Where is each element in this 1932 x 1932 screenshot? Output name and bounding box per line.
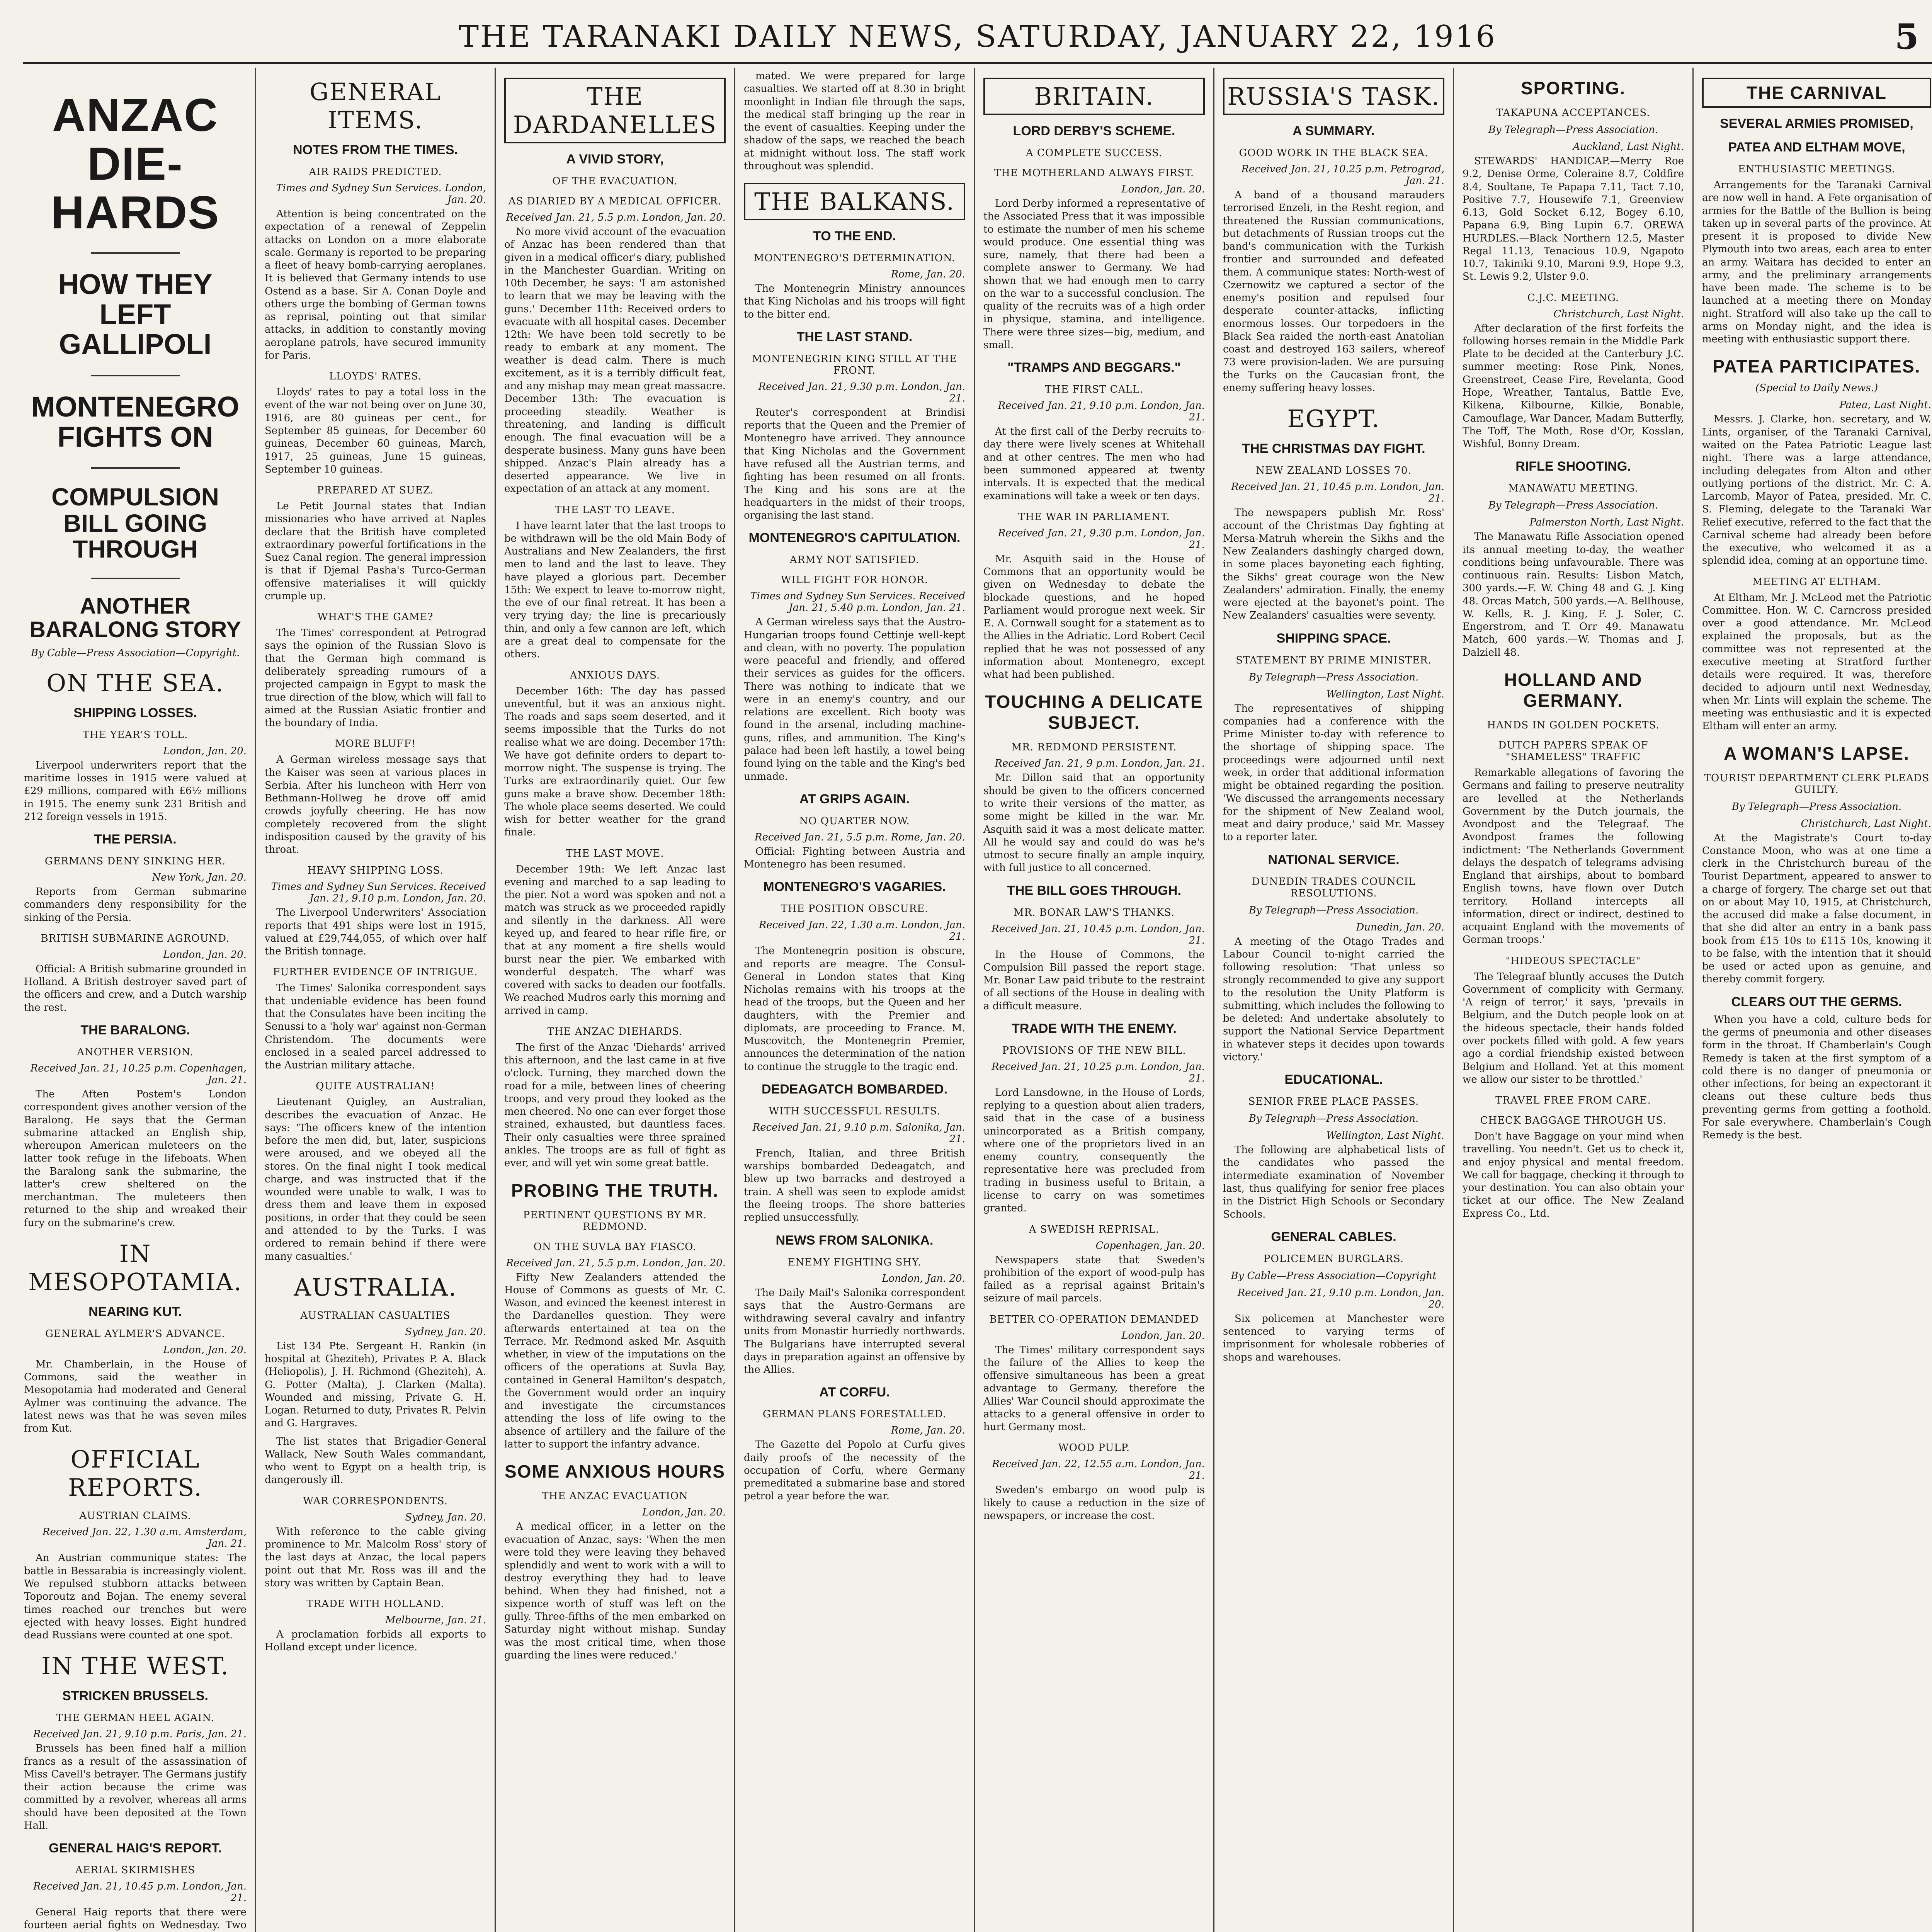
dateline: Wellington, Last Night. [1326,688,1444,700]
dateline: London, Jan. 20. [642,1507,726,1519]
subheading: NOTES FROM THE TIMES. [293,143,458,157]
subheading: FURTHER EVIDENCE OF INTRIGUE. [273,966,478,978]
article-body: Mr. Chamberlain, in the House of Commons, said the weather in Mesopotamia had moderated and General Aylmer was continuing the advance. The latest news was that he was seven miles from Kut. [24,1358,247,1435]
subheading: THE BILL GOES THROUGH. [1007,883,1181,898]
article-body: Lloyds' rates to pay a total loss in the event of the war not being over on June 30, 1916, are 80 guineas per cent., for September 85 guineas, for December 60 guineas, December 60 guineas, March, 1917, 25 guineas, June 15 guineas, September 10 guineas. [265,386,486,475]
column-6 [1213,68,1453,1932]
subheading: THE LAST TO LEAVE. [554,504,675,516]
banner-subheadline: COMPULSION BILL GOING THROUGH [51,483,219,563]
subheading: TAKAPUNA ACCEPTANCES. [1496,107,1650,119]
article-body: Brussels has been fined half a million francs as a result of the assassination of Miss Cavell's betrayer. The Germans justify their action because the crime was committed by a revolver, whereas all arms should have been deposited at the Town Hall. [24,1743,247,1832]
article-body: The Manawatu Rifle Association opened its annual meeting to-day, the weather conditions being unfavourable. There was continuous rain. Results: Lisbon Match, 300 yards.—F. W. Ching 48 and G. J. King 48. Orcas Match, 500 yards.—A. Bellhouse, W. Kells, R. J. King, F. J. Soler, C. Engerstrom, and T. Orr 49. Manawatu Match, 600 yards.—W. Thomas and J. Dalziell 48. [1463,531,1684,658]
subheading: GENERAL HAIG'S REPORT. [49,1841,222,1856]
article-body: Attention is being concentrated on the expectation of a renewal of Zeppelin attacks on London on a more elaborate scale. Germany is reported to be preparing a fleet of heavy bomb-carrying aeroplanes. It is believed that Germany intends to use Ostend as a base. Sir A. Conan Doyle and others urge the bombing of German towns as reprisal, pointing out that similar attacks, in addition to constantly moving aeroplane patrols, have secured immunity for Paris. [265,208,486,361]
dateline: London, Jan. 20. [882,1272,965,1284]
masthead [23,12,1932,64]
article-body: mated. We were prepared for large casualties. We started off at 8.30 in bright moonlight in Indian file through the saps, the medical staff bringing up the rear in the event of casualties. Keeping under the shadow of the saps, we reached the beach at midnight without loss. The staff work throughout was splendid. [744,70,965,172]
dateline: Received Jan. 21, 9.30 p.m. London, Jan. 21. [758,381,965,404]
subheading: GERMANS DENY SINKING HER. [44,855,226,867]
subheading: TRADE WITH THE ENEMY. [1012,1021,1177,1036]
section-title: OFFICIAL REPORTS. [68,1445,202,1502]
divider [91,252,180,254]
subheading: SENIOR FREE PLACE PASSES. [1248,1096,1419,1108]
section-title: SOME ANXIOUS HOURS [504,1461,726,1482]
subheading: HEAVY SHIPPING LOSS. [307,865,444,877]
subheading: THE LAST MOVE. [566,847,664,859]
subheading: SEVERAL ARMIES PROMISED, [1720,116,1913,131]
subheading: PREPARED AT SUEZ. [317,485,434,497]
article-body: Newspapers state that Sweden's prohibition of the export of wood-pulp has failed as a reprisal against Britain's seizure of mail parcels. [983,1254,1205,1304]
banner-subheadline: MONTENEGRO FIGHTS ON [31,391,240,453]
subheading: ARMY NOT SATISFIED. [789,554,920,566]
subheading: AIR RAIDS PREDICTED. [309,166,442,178]
dateline: Received Jan. 21, 5.5 p.m. London, Jan. 20. [506,212,726,223]
section-title: GENERAL ITEMS. [310,78,441,134]
article-body: A band of a thousand marauders terrorised Enzeli, in the Resht region, and threatened the Russian communications, but detachments of Russian troops cut the band's communication with the Turkish frontier and surrounded and defeated them. A communique states: North-west of Czernowitz we captured a sector of the enemy's position and repulsed four desperate counter-attacks, inflicting enormous losses. Our torpedoers in the Black Sea raided the north-east Anatolian coast and destroyed 163 sailers, whereof 73 were provision-laden. We are pursuing the Turks on the Caucasian front, the enemy suffering heavy losses. [1223,189,1444,394]
subheading: BRITISH SUBMARINE AGROUND. [41,932,230,944]
column-7 [1453,68,1692,1932]
subheading: PERTINENT QUESTIONS BY MR. REDMOND. [523,1209,707,1233]
article-body: A medical officer, in a letter on the evacuation of Anzac, says: 'When the men were told they were leaving they behaved splendidly and went to work with a will to destroy everything they had to leave behind. When they had finished, not a sixpence worth of stuff was left on the gully. Three-fifths of the men embarked on Saturday night without mishap. Sunday was the most critical time, when those guarding the lines were reduced.' [504,1521,726,1661]
section-title: THE CARNIVAL [1702,78,1931,108]
subheading: WAR CORRESPONDENTS. [303,1495,448,1507]
dateline: London, Jan. 20. [1121,1330,1205,1342]
dateline: Received Jan. 22, 1.30 a.m. Amsterdam, Jan. 21. [42,1526,247,1550]
subheading: MONTENEGRO'S VAGARIES. [763,879,946,895]
section-title: IN MESOPOTAMIA. [28,1239,242,1296]
article-body: Le Petit Journal states that Indian missionaries who have arrived at Naples declare that the British have completed extraordinary powerful fortifications in the Suez Canal region. The general impression is that if Djemal Pasha's Turco-German offensive materialises it will quickly crumple up. [265,500,486,602]
dateline: Copenhagen, Jan. 20. [1095,1240,1205,1252]
subheading: AUSTRALIAN CASUALTIES [300,1310,451,1321]
subheading: AT CORFU. [819,1385,890,1400]
article-body: French, Italian, and three British warships bombarded Dedeagatch, and blew up two barracks and destroyed a train. A shell was seen to explode amidst the fleeing troops. The shore batteries replied unsuccessfully. [744,1147,965,1224]
article-body: With reference to the cable giving prominence to Mr. Malcolm Ross' story of the last days at Anzac, the local papers point out that Mr. Ross was ill and the story was written by Captain Bean. [265,1526,486,1589]
article-body: STEWARDS' HANDICAP.—Merry Roe 9.2, Denise Orme, Coleraine 8.7, Coldfire 8.4, Soultane, Te Papapa 7.11, Tact 7.10, Positive 7.7, Housewife 7.1, Greenview 6.13, Gold Socket 6.12, Bogey 6.10, Papana 6.9, Bing Lupin 6.7. OREWA HURDLES.—Black Northern 12.5, Master Regal 11.13, Tenacious 10.9, Ngapoto 10.7, Takiniki 9.10, Maroni 9.9, Hope 9.3, St. Lewis 9.2, Ulster 9.0. [1463,155,1684,283]
subheading: CLEARS OUT THE GERMS. [1731,994,1902,1009]
subheading: POLICEMEN BURGLARS. [1264,1253,1404,1265]
subheading: MONTENEGRO'S CAPITULATION. [748,531,961,546]
dateline: Received Jan. 22, 1.30 a.m. London, Jan. 21. [759,919,965,943]
dateline: Received Jan. 22, 12.55 a.m. London, Jan. 21. [992,1458,1205,1482]
article-body: December 19th: We left Anzac last evening and marched to a sap leading to the pier. Not a word was spoken and not a match was struck as we proceeded rapidly and silently in the darkness. All were keyed up, and feared to hear rifle fire, or that at any moment a fire shells would burst near the pier. We embarked with wonderful despatch. The wharf was covered with sacks to deaden our footfalls. We reached Mudros early this morning and arrived in camp. [504,863,726,1017]
section-title: TOUCHING A DELICATE SUBJECT. [985,692,1203,733]
article-body: I have learnt later that the last troops to be withdrawn will be the old Main Body of Australians and New Zealanders, the first men to land and the last to leave. They have played a glorious part. December 15th: We expect to leave to-morrow night, the eve of our final retreat. It has been a very trying day; the line is precariously thin, and only a few cannon are left, which are a great deal to compensate for the others. [504,520,726,660]
dateline: Auckland, Last Night. [1573,141,1684,153]
article-body: No more vivid account of the evacuation of Anzac has been rendered than that given in a medical officer's diary, published in the Manchester Guardian. Writing on 10th December, he says: 'I am astonished to learn that we may be leaving with the guns.' December 11th: Received orders to evacuate with all hospital cases. December 12th: We have been told secretly to be ready to embark at any moment. The weather is dead calm. There is much excitement, as it is a terribly difficult feat, and any mishap may mean great massacre. December 13th: The evacuation is proceeding steadily. Weather is threatening, and landing is difficult enough. The final evacuation will be a desperate business. Many guns have been shipped. Anzac's Plain already has a deserted appearance. We live in expectation of an attack at any moment. [504,226,726,495]
subheading: MR. BONAR LAW'S THANKS. [1013,906,1175,918]
dateline: Received Jan. 21, 5.5 p.m. London, Jan. 20. [506,1257,726,1269]
section-title: PATEA PARTICIPATES. [1713,356,1921,377]
subheading: TOURIST DEPARTMENT CLERK PLEADS GUILTY. [1704,772,1930,796]
subheading: MANAWATU MEETING. [1508,483,1638,495]
dateline: Wellington, Last Night. [1326,1130,1444,1142]
subheading: MONTENEGRIN KING STILL AT THE FRONT. [752,353,957,376]
subheading: OF THE EVACUATION. [552,175,678,187]
subheading: PATEA AND ELTHAM MOVE, [1728,140,1905,155]
subheading: ENEMY FIGHTING SHY. [787,1256,922,1268]
byline: By Telegraph—Press Association. [1248,671,1419,683]
article-body: The Liverpool Underwriters' Association reports that 491 ships were lost in 1915, valued at £29,744,055, of which over half the British tonnage. [265,907,486,957]
article-body: December 16th: The day has passed uneventful, but it was an anxious night. The roads and saps seem deserted, and it seems impossible that the Turks do not realise what we are doing. December 17th: We have got definite orders to depart to-morrow night. The suspense is trying. The Turks are extraordinarily quiet. Our few guns make a brave show. December 18th: The whole place seems deserted. We could wish for better weather for the grand finale. [504,685,726,838]
article-body: The Times' military correspondent says the failure of the Allies to keep the offensive simultaneous has been a great advantage to Germany, therefore the Allies' War Council should approximate the attacks to a general offensive in order to hurt Germany most. [983,1344,1205,1433]
banner-headline: ANZAC DIE-HARDS [51,89,220,238]
column-8 [1692,68,1932,1932]
subheading: STATEMENT BY PRIME MINISTER. [1236,654,1432,666]
article-body: At Eltham, Mr. J. McLeod met the Patriotic Committee. Hon. W. C. Carncross presided over a good attendance. Mr. McLeod explained the proposals, but as the committee was not represented at the executive meeting at Stratford further details were required. It was, therefore decided to adjourn until next Wednesday, when Mr. Lints will explain the scheme. The meeting was enthusiastic and it is expected Eltham will enter an army. [1702,592,1931,732]
article-body: Remarkable allegations of favoring the Germans and failing to preserve neutrality are levelled at the Netherlands Government by the Dutch journals, the Avondpost and the Telegraaf. The Avondpost frames the following indictment: 'The Netherlands Government delays the despatch of telegrams advising England that airships, about to bombard English towns, have flown over Dutch territory. Holland intercepts all information, direct or indirect, destined to acquaint England with the movements of German troops.' [1463,767,1684,946]
dateline: London, Jan. 20. [163,1344,247,1356]
article-body: The Times' correspondent at Petrograd says the opinion of the Russian Slovo is that the German high command is deliberately spreading rumours of a projected campaign in Egypt to mask the true direction of the blow, which will fall to aimed at the Russian Asiatic frontier and the boundary of India. [265,627,486,729]
article-body: At the Magistrate's Court to-day Constance Moon, who was at one time a clerk in the Christchurch bureau of the Tourist Department, appeared to answer to a charge of forgery. The charge set out that on or about May 10, 1915, at Christchurch, the accused did make a false document, in that she did alter an entry in a bank pass book from £15 10s to £115 10s, knowing it to be false, with the intention that it should be used or acted upon as genuine, and thereby commit forgery. [1702,832,1931,985]
column-3 [495,68,734,1932]
article-body: Lord Lansdowne, in the House of Lords, replying to a question about alien traders, said that in the case of a business unincorporated as a British company, where one of the proprietors lived in an enemy country, consequently the representative here was precluded from trading in business useful to Britain, a license to carry on was sometimes granted. [983,1087,1205,1214]
subheading: EDUCATIONAL. [1284,1072,1383,1087]
column-4 [734,68,974,1932]
article-body: Lieutenant Quigley, an Australian, describes the evacuation of Anzac. He says: 'The officers knew of the intention before the men did, but, later, suspicions were aroused, and we obeyed all the stores. On the final night I took medical charge, and was instructed that if the wounded were unable to walk, I was to dress them and leave them in exposed positions, in order that they could be seen and attended to by the Turks. I was ordered to remain behind if there were many casualties.' [265,1096,486,1262]
column-2 [255,68,495,1932]
subheading: TRAVEL FREE FROM CARE. [1495,1095,1651,1107]
dateline: Received Jan. 21, 9 p.m. London, Jan. 21. [995,758,1205,770]
article-body: Mr. Dillon said that an opportunity should be given to the officers concerned to write their versions of the matter, as some might be killed in the war. Mr. Asquith said it was a most delicate matter. All he would say and could do was he's utmost to secure finally an ample inquiry, with full justice to all concerned. [983,772,1205,874]
article-body: A proclamation forbids all exports to Holland except under licence. [265,1629,486,1653]
subheading: A COMPLETE SUCCESS. [1026,147,1163,159]
subheading: THE YEAR'S TOLL. [82,729,188,741]
subheading: GENERAL AYLMER'S ADVANCE. [45,1328,225,1340]
dateline: London, Jan. 20. [163,745,247,757]
dateline: Rome, Jan. 20. [891,269,965,281]
subheading: SHIPPING LOSSES. [73,705,197,720]
subheading: MONTENEGRO'S DETERMINATION. [753,252,956,264]
dateline: Received Jan. 21, 9.30 p.m. London, Jan. 21. [998,527,1205,551]
subheading: THE BARALONG. [80,1022,190,1037]
subheading: ANOTHER VERSION. [77,1046,194,1058]
article-body: Fifty New Zealanders attended the House of Commons as guests of Mr. C. Wason, and evinced the keenest interest in the Dardanelles question. They were afterwards entertained at tea on the Terrace. Mr. Redmond asked Mr. Asquith whether, in view of the imputations on the officers of the operations at Suvla Bay, contained in General Hamilton's despatch, the Government would order an inquiry and investigate the circumstances attending the loss of life owing to the absence of artillery and the failure of the latter to support the infantry advance. [504,1271,726,1450]
subheading: "HIDEOUS SPECTACLE" [1505,955,1641,967]
article-body: In the House of Commons, the Compulsion Bill passed the report stage. Mr. Bonar Law paid tribute to the restraint of all sections of the House in dealing with a difficult measure. [983,949,1205,1012]
subheading: PROVISIONS OF THE NEW BILL. [1002,1044,1186,1056]
article-body: The Montenegrin position is obscure, and reports are meagre. The Consul-General in London states that King Nicholas remains with his troops at the head of the troops, but the Queen and her daughters, with the Premier and diplomats, are proceeding to France. M. Muscovitch, the Montenegrin Premier, announces the determination of the nation to continue the struggle to the tragic end. [744,945,965,1073]
subheading: NATIONAL SERVICE. [1268,852,1400,867]
subheading: AS DIARIED BY A MEDICAL OFFICER. [508,196,722,207]
dateline: Times and Sydney Sun Services. Received Jan. 21, 5.40 p.m. London, Jan. 21. [750,590,965,614]
byline: By Telegraph—Press Association. [1731,801,1902,813]
section-title: HOLLAND AND GERMANY. [1504,669,1643,711]
article-body: The Daily Mail's Salonika correspondent says that the Austro-Germans are withdrawing several cavalry and infantry units from Monastir hurriedly northwards. The Bulgarians have interrupted several days in preparation against an offensive by the Allies. [744,1287,965,1376]
subheading: WHAT'S THE GAME? [317,611,434,623]
subheading: THE ANZAC DIEHARDS. [547,1026,683,1037]
section-title: THE BALKANS. [744,183,965,220]
subheading: TO THE END. [813,229,896,244]
subheading: NEARING KUT. [88,1304,182,1319]
article-body: The Montenegrin Ministry announces that King Nicholas and his troops will fight to the bitter end. [744,283,965,320]
article-body: The Telegraaf bluntly accuses the Dutch Government of complicity with Germany. 'A reign of terror,' it says, 'prevails in Belgium, and the Dutch people look on at the hideous spectacle, their hands folded over pockets filled with gold. A few years ago a cordial friendship existed between Belgium and Holland. Yet at this moment we allow our sister to be throttled.' [1463,971,1684,1085]
section-title: AUSTRALIA. [294,1273,457,1301]
byline: By Telegraph—Press Association. [1248,1113,1419,1125]
subheading: TRADE WITH HOLLAND. [306,1598,444,1610]
subheading: GENERAL CABLES. [1271,1229,1396,1244]
subheading: THE FIRST CALL. [1044,384,1144,396]
article-body: Liverpool underwriters report that the maritime losses in 1915 were valued at £29 millions, compared with £6½ millions in 1915. The enemy sunk 231 British and 212 foreign vessels in 1915. [24,759,247,823]
article-body: Reports from German submarine commanders deny responsibility for the sinking of the Persia. [24,886,247,923]
subheading: GOOD WORK IN THE BLACK SEA. [1239,147,1429,159]
subheading: DUTCH PAPERS SPEAK OF "SHAMELESS" TRAFFIC [1498,739,1648,763]
dateline: Times and Sydney Sun Services. Received Jan. 21, 9.10 p.m. London, Jan. 20. [271,881,486,905]
article-body: Six policemen at Manchester were sentenced to varying terms of imprisonment for wholesale robberies of shops and warehouses. [1223,1313,1444,1363]
subheading: WITH SUCCESSFUL RESULTS. [769,1105,940,1117]
subheading: WILL FIGHT FOR HONOR. [781,574,929,586]
dateline: New York, Jan. 20. [152,872,247,884]
section-title: A WOMAN'S LAPSE. [1724,743,1910,764]
banner-subheadline: ANOTHER BARALONG STORY [29,594,241,642]
byline: By Cable—Press Association—Copyright. [31,647,240,659]
dateline: Times and Sydney Sun Services. London, Jan. 20. [276,182,486,206]
dateline: Received Jan. 21, 9.10 p.m. London, Jan. 20. [1237,1287,1444,1310]
subheading: THE CHRISTMAS DAY FIGHT. [1242,441,1425,456]
article-body: Official: A British submarine grounded in Holland. A British destroyer saved part of the officers and crew, and a Dutch warship the rest. [24,963,247,1014]
section-title: RUSSIA'S TASK. [1223,78,1444,115]
article-body: Mr. Asquith said in the House of Commons that an opportunity would be given on Wednesday to debate the blockade questions, and he hoped Parliament would prorogue next week. Sir E. A. Cornwall sought for a statement as to the Allies in the Adriatic. Lord Robert Cecil replied that he was not possessed of any information about Montenegro, except what had been published. [983,553,1205,681]
dateline: Received Jan. 21, 10.25 p.m. London, Jan. 21. [992,1061,1205,1084]
section-title: ON THE SEA. [46,668,224,697]
article-body: The list states that Brigadier-General Wallack, New South Wales commandant, who went to Egypt on a health trip, is dangerously ill. [265,1435,486,1486]
article-body: Official: Fighting between Austria and Montenegro has been resumed. [744,845,965,871]
subheading: MEETING AT ELTHAM. [1752,576,1881,588]
byline: By Telegraph—Press Association. [1488,500,1658,512]
article-body: List 134 Pte. Sergeant H. Rankin (in hospital at Gheziteh), Privates P. A. Black (Heliopolis), J. H. Richmond (Gheziteh), A. G. Potter (Malta), J. Clarken (Malta). Wounded and missing, Private G. H. Logan. Returned to duty, Privates R. Pelvin and G. Hargraves. [265,1340,486,1429]
section-title: PROBING THE TRUTH. [511,1180,719,1201]
article-body: Sweden's embargo on wood pulp is likely to cause a reduction in the size of newspapers, or increase the cost. [983,1484,1205,1522]
dateline: Christchurch, Last Night. [1801,818,1931,830]
dateline: Sydney, Jan. 20. [405,1326,486,1338]
dateline: Dunedin, Jan. 20. [1356,921,1444,933]
dateline: Received Jan. 21, 10.25 p.m. Copenhagen, Jan. 21. [30,1062,247,1086]
subheading: THE ANZAC EVACUATION [542,1490,688,1502]
article-body: The Times' Salonika correspondent says that undeniable evidence has been found that the Consulates have been inciting the Senussi to a 'holy war' against non-German Christendom. The documents were enclosed in a sealed parcel addressed to the Austrian military attache. [265,982,486,1071]
article-body: Messrs. J. Clarke, hon. secretary, and W. Lints, organiser, of the Taranaki Carnival, waited on the Patea Patriotic League last night. There was a large attendance, including delegates from Alton and other outlying portions of the district. Mr. C. A. Larcomb, Mayor of Patea, presided. Mr. C. S. Fleming, delegate to the Taranaki War Relief executive, referred to the fact that the Carnival scheme had already been before the executive, who welcomed it as a splendid idea, coming at an opportune time. [1702,413,1931,567]
subheading: "TRAMPS AND BEGGARS." [1007,360,1181,375]
dateline: Received Jan. 21, 10.45 p.m. London, Jan. 21. [992,923,1205,946]
article-body: The Aften Postem's London correspondent gives another version of the Baralong. He says that the German submarine attacked an English ship, whereupon American muleteers on the latter took refuge in the lifeboats. When the Baralong sank the submarine, the latter's crew sheltered on the merchantman. The muleteers then returned to the ship and wreaked their fury on the submarine's crew. [24,1088,247,1229]
subheading: A SWEDISH REPRISAL. [1029,1223,1160,1235]
subheading: AUSTRIAN CLAIMS. [79,1510,191,1522]
subheading: RIFLE SHOOTING. [1515,459,1631,474]
dateline: Rome, Jan. 20. [891,1425,965,1437]
dateline: Received Jan. 21, 5.5 p.m. Rome, Jan. 20. [754,831,965,843]
dateline: London, Jan. 20. [1121,184,1205,195]
dateline: Received Jan. 21, 9.10 p.m. London, Jan. 21. [998,400,1205,423]
section-title: SPORTING. [1520,78,1626,98]
subheading: THE WAR IN PARLIAMENT. [1018,511,1170,523]
byline: By Telegraph—Press Association. [1488,124,1658,136]
article-body: Arrangements for the Taranaki Carnival are now well in hand. A Fete organisation of armies for the Battle of the Bullion is being taken up in several parts of the province. At present it is proposed to divide New Plymouth into two areas, each area to enter an army. Waitara has decided to enter an army, and the preliminary arrangements have been made. The scheme is to be launched at a meeting there on Monday night. Stratford will also take up the call to arms on Monday night, and the idea is meeting with enthusiastic support there. [1702,179,1931,345]
article-body: General Haig reports that there were fourteen aerial fights on Wednesday. Two [24,1906,247,1931]
article-body: A German wireless message says that the Kaiser was seen at various places in Serbia. After his luncheon with Herr von Bethmann-Hollweg he drove off amid crowds joyfully cheering. He has now completely recovered from the slight indisposition caused by the gravity of his throat. [265,754,486,856]
divider [91,467,180,469]
subheading: NEW ZEALAND LOSSES 70. [1256,465,1412,477]
advertisement-body: Don't have Baggage on your mind when travelling. You needn't. Get us to check it, and enjoy physical and mental freedom. We call for baggage, checking it through to your destination. You can also obtain your ticket at our office. The New Zealand Express Co., Ltd. [1463,1131,1684,1219]
subheading: THE LAST STAND. [796,329,913,344]
article-body: The following are alphabetical lists of the candidates who passed the intermediate examination of November last, thus qualifying for senior free places in the District High Schools or Secondary Schools. [1223,1144,1444,1220]
dateline: Received Jan. 21, 10.25 p.m. Petrograd, Jan. 21. [1241,163,1444,187]
byline: By Cable—Press Association—Copyright [1231,1270,1437,1282]
article-body: The representatives of shipping companies had a conference with the Prime Minister to-day with reference to the shortage of shipping space. The proceedings were adjourned until next week, in order that additional information might be obtained regarding the position. 'We discussed the arrangements necessary for the shipment of New Zealand wool, meat and dairy produce,' said Mr. Massey to a reporter later. [1223,702,1444,843]
article-body: After declaration of the first forfeits the following horses remain in the Middle Park Plate to be decided at the Canterbury J.C. summer meeting: Rose Pink, Nones, Greenstreet, Cease Fire, Revelanta, Good Hope, Wreather, Tantalus, Battle Eve, Kilkena, Kilbourne, Kilkie, Bonable, Camouflage, War Dancer, Madam Butterfly, The Toff, The Moth, Rose d'Or, Kosslan, Wishful, Bonny Dream. [1463,322,1684,450]
subheading: GERMAN PLANS FORESTALLED. [762,1408,947,1420]
subheading: MORE BLUFF! [335,738,416,750]
article-body: At the first call of the Derby recruits to-day there were lively scenes at Whitehall and at other centres. The men who had been summoned appeared at twenty intervals. It is expected that the medical examinations will take a week or ten days. [983,426,1205,502]
dateline: Christchurch, Last Night. [1553,308,1684,320]
banner-subheadline: HOW THEY LEFT GALLIPOLI [58,268,213,361]
byline: By Telegraph—Press Association. [1248,904,1419,916]
advertisement-body: When you have a cold, culture beds for the germs of pneumonia and other diseases form in the throat. If Chamberlain's Cough Remedy is taken at the first symptom of a cold there is no danger of pneumonia or other infections, for being an expectorant it cleans out these culture beds thus preventing germs from getting a foothold. For sale everywhere. Chamberlain's Cough Remedy is the best. [1702,1014,1931,1141]
article-body: Reuter's correspondent at Brindisi reports that the Queen and the Premier of Montenegro have arrived. They announce that King Nicholas and the Government have refused all the Austrian terms, and fighting has been resumed on all fronts. The King and his sons are at the headquarters in the midst of their troops, organising the last stand. [744,406,965,522]
column-5 [974,68,1213,1932]
dateline: Received Jan. 21, 10.45 p.m. London, Jan. 21. [33,1881,247,1904]
subheading: ANXIOUS DAYS. [570,669,660,681]
dateline: Received Jan. 21, 9.10 p.m. Paris, Jan. 21. [33,1728,247,1740]
section-title: IN THE WEST. [41,1652,230,1680]
subheading: SHIPPING SPACE. [1276,631,1391,646]
dateline: Sydney, Jan. 20. [405,1511,486,1523]
dateline: Patea, Last Night. [1839,399,1931,411]
subheading: C.J.C. MEETING. [1527,292,1619,304]
article-body: The newspapers publish Mr. Ross' account of the Christmas Day fighting at Mersa-Matruh wherein the Sikhs and the New Zealanders dashingly charged down, in some places bayoneting each fighting, the Sikhs' great courage won the New Zealanders' admiration. Finally, the enemy were ejected at the bayonet's point. The New Zealanders' casualties were seventy. [1223,507,1444,622]
subheading: MR. REDMOND PERSISTENT. [1011,742,1177,753]
subheading: QUITE AUSTRALIAN! [316,1080,435,1092]
divider [91,375,180,376]
subheading: DUNEDIN TRADES COUNCIL RESOLUTIONS. [1252,876,1416,899]
byline: (Special to Daily News.) [1755,382,1878,394]
dateline: Received Jan. 21, 9.10 p.m. Salonika, Jan. 21. [752,1121,965,1145]
section-title: EGYPT. [1287,405,1380,433]
dateline: Melbourne, Jan. 21. [385,1614,486,1626]
divider [91,578,180,579]
subheading: AT GRIPS AGAIN. [799,791,910,806]
subheading: A VIVID STORY, [566,152,664,167]
subheading: BETTER CO-OPERATION DEMANDED [989,1313,1199,1325]
subheading: NEWS FROM SALONIKA. [776,1233,934,1248]
article-body: The first of the Anzac 'Diehards' arrived this afternoon, and the last came in at five o'clock. Turning, they marched down the road for a mile, between lines of cheering troops, and very proud they looked as the men cheered. No one can ever forget those strained, exhausted, but dauntless faces. Their only casualties were three sprained ankles. The troops are as full of fight as ever, and will yet win some great battle. [504,1041,726,1169]
subheading: NO QUARTER NOW. [799,815,910,827]
subheading: THE GERMAN HEEL AGAIN. [56,1712,214,1724]
article-body: An Austrian communique states: The battle in Bessarabia is increasingly violent. We repulsed stubborn attacks between Toporoutz and Bojan. The enemy several times reached our trenches but were ejected with heavy losses. Eight hundred dead Russians were counted at one spot. [24,1552,247,1641]
dateline: Palmerston North, Last Night. [1529,517,1684,529]
article-body: A meeting of the Otago Trades and Labour Council to-night carried the following resolution: 'That unless so strongly recommended to give any support to the resolution the Unity Platform is submitting, which includes the following to be deleted: And undertake absolutely to support the National Service Department in whatever steps it decides upon towards victory.' [1223,935,1444,1063]
section-title: THE DARDANELLES [504,78,726,143]
subheading: ENTHUSIASTIC MEETINGS. [1738,163,1895,175]
subheading: ON THE SUVLA BAY FIASCO. [533,1241,697,1253]
subheading: THE MOTHERLAND ALWAYS FIRST. [994,167,1194,179]
column-1 [15,68,255,1932]
subheading: HANDS IN GOLDEN POCKETS. [1487,719,1660,731]
subheading: CHECK BAGGAGE THROUGH US. [1480,1115,1667,1127]
page-number: 5 [1895,16,1920,57]
subheading: DEDEAGATCH BOMBARDED. [761,1082,948,1097]
subheading: AERIAL SKIRMISHES [75,1864,196,1876]
subheading: STRICKEN BRUSSELS. [62,1689,208,1704]
article-body: The Gazette del Popolo at Curfu gives daily proofs of the necessity of the occupation of Corfu, where Germany premeditated a submarine base and stored petrol a year before the war. [744,1439,965,1502]
subheading: WOOD PULP. [1058,1442,1130,1454]
subheading: LORD DERBY'S SCHEME. [1013,124,1175,138]
subheading: THE POSITION OBSCURE. [781,903,929,915]
section-title: BRITAIN. [983,78,1205,115]
dateline: London, Jan. 20. [163,949,247,961]
article-body: Lord Derby informed a representative of the Associated Press that it was impossible to estimate the number of men his scheme would produce. One essential thing was sure, namely, that there had been a complete answer to Germany. We had shown that we had enough men to carry on the war to a successful conclusion. The quality of the recruits was of a high order in physique, stamina, and intelligence. There were three sizes—big, medium, and small. [983,198,1205,351]
subheading: THE PERSIA. [94,832,177,847]
dateline: Received Jan. 21, 10.45 p.m. London, Jan. 21. [1231,481,1444,505]
masthead-title: THE TARANAKI DAILY NEWS, SATURDAY, JANUARY 22, 1916 [459,19,1497,54]
subheading: LLOYDS' RATES. [329,371,422,383]
article-body: A German wireless says that the Austro-Hungarian troops found Cettinje well-kept and clean, with no poverty. The population were peaceful and friendly, and offered their services as guides for the officers. There was nothing to indicate that we were in an enemy's country, and our relations are excellent. Rich booty was found in the arsenal, including machine-guns, rifles, and ammunition. The King's palace had been left hastily, a towel being found lying on the table and the King's bed unmade. [744,616,965,782]
subheading: A SUMMARY. [1293,124,1375,138]
